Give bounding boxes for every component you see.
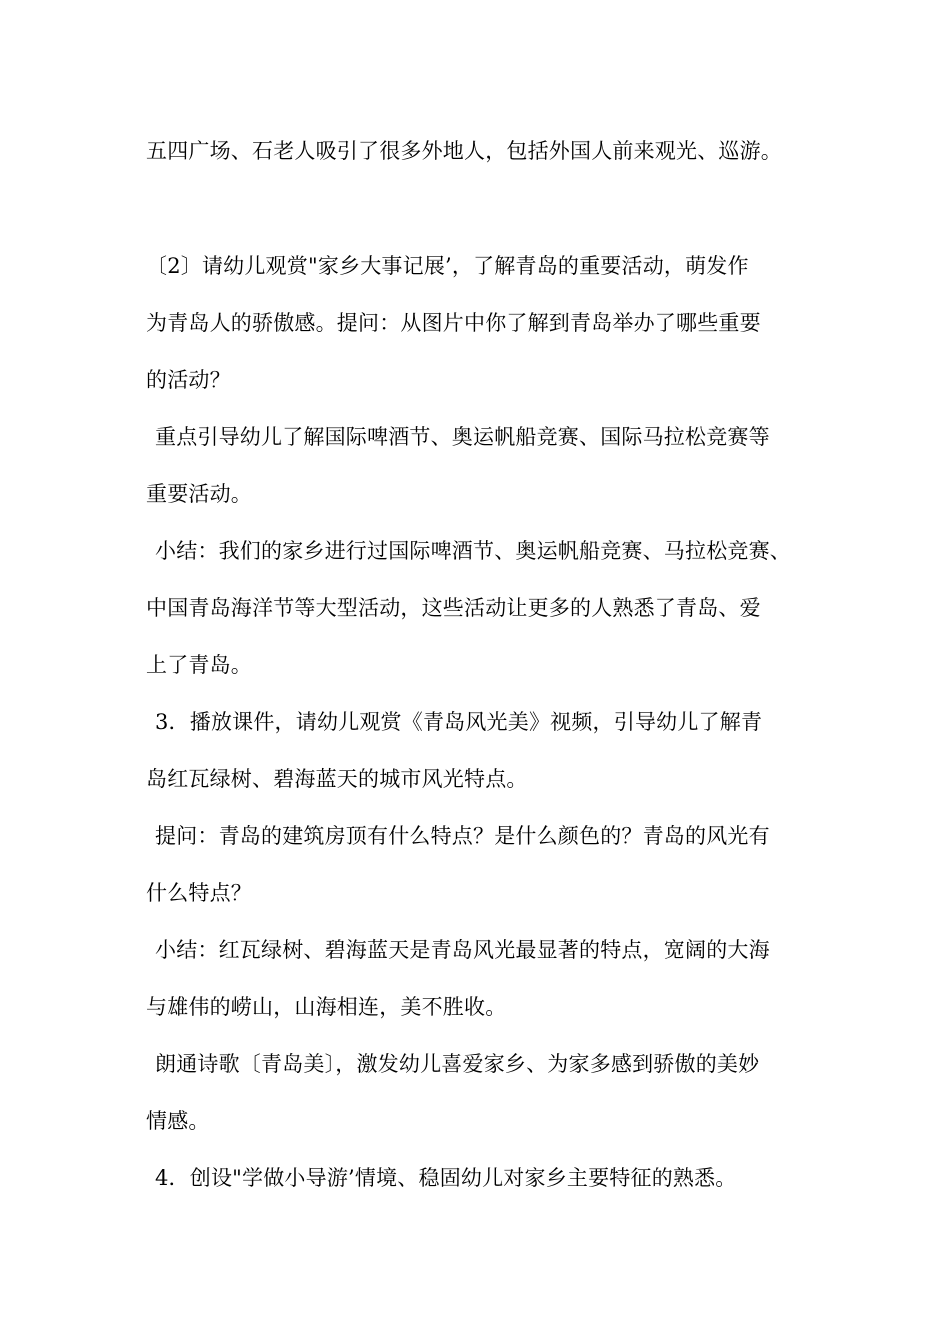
text-line-17: 情感。 [146,1109,210,1133]
text-line-12: 提问：青岛的建筑房顶有什么特点？是什么颜色的？青岛的风光有 [155,824,770,848]
text-line-7: 小结：我们的家乡进行过国际啤酒节、奥运帆船竞赛、马拉松竞赛、 [155,539,791,563]
text-line-11: 岛红瓦绿树、碧海蓝天的城市风光特点。 [146,767,528,791]
text-line-10: 3．播放课件，请幼儿观赏《青岛风光美》视频，引导幼儿了解青 [155,710,763,734]
text-line-8: 中国青岛海洋节等大型活动，这些活动让更多的人熟悉了青岛、爱 [146,596,761,620]
text-line-14: 小结：红瓦绿树、碧海蓝天是青岛风光最显著的特点，宽阔的大海 [155,938,770,962]
text-line-6: 重要活动。 [146,482,252,506]
text-line-13: 什么特点？ [146,881,252,905]
text-line-2: 〔2〕请幼儿观赏"家乡大事记展’，了解青岛的重要活动，萌发作 [146,254,749,278]
text-line-5: 重点引导幼儿了解国际啤酒节、奥运帆船竞赛、国际马拉松竞赛等 [155,425,770,449]
text-line-1: 五四广场、石老人吸引了很多外地人，包括外国人前来观光、巡游。 [146,139,782,163]
text-line-15: 与雄伟的崂山，山海相连，美不胜收。 [146,995,507,1019]
text-line-9: 上了青岛。 [146,653,252,677]
text-line-4: 的活动？ [146,368,231,392]
text-line-16: 朗通诗歌〔青岛美〕，激发幼儿喜爱家乡、为家多感到骄傲的美妙 [155,1052,760,1076]
text-line-3: 为青岛人的骄傲感。提问：从图片中你了解到青岛举办了哪些重要 [146,311,761,335]
text-line-18: 4．创设"学做小导游’情境、稳固幼儿对家乡主要特征的熟悉。 [155,1166,737,1190]
